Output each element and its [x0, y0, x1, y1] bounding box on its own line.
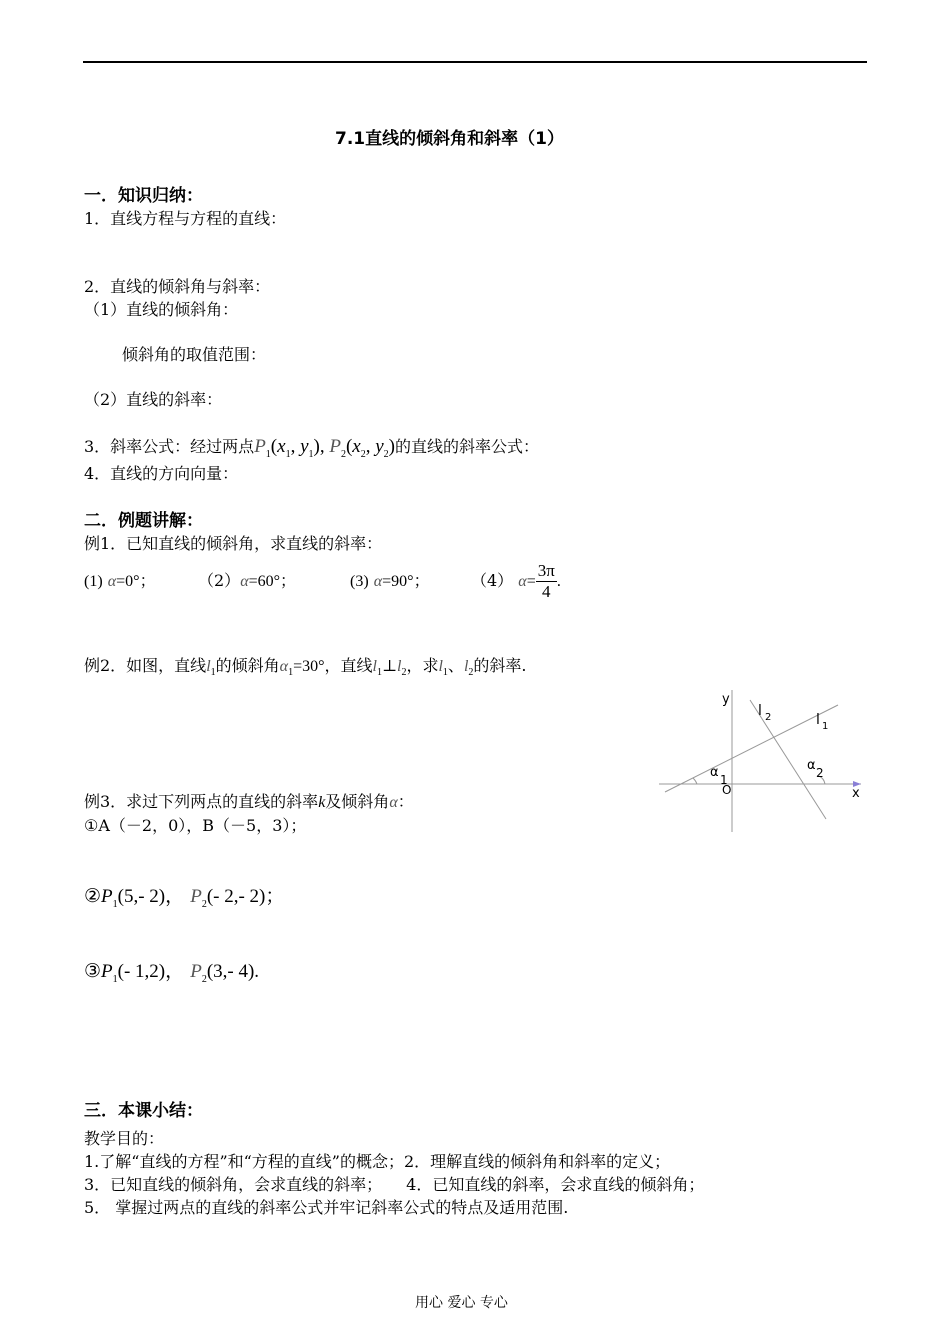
example1-part4: （4） α= $\frac{3\pi}{4}$ .	[471, 561, 561, 601]
example3-item1: ①A（－2，0），B（－5，3）；	[84, 816, 307, 835]
item1-text: 1．直线方程与方程的直线：	[84, 209, 287, 228]
item4-text: 4．直线的方向向量：	[84, 464, 239, 483]
example1-title: 例1．已知直线的倾斜角，求直线的斜率：	[84, 534, 383, 553]
item3-suffix: 的直线的斜率公式：	[394, 437, 539, 456]
page-footer: 用心 爱心 专心	[415, 1295, 508, 1311]
section2-heading: 二．例题讲解：	[84, 511, 203, 531]
origin-label: O	[722, 783, 732, 797]
slope-formula-points: $P_1(x_1$, $y_1$), $P_2(x_2$, $y_2$)	[254, 436, 395, 460]
line-l1	[665, 705, 838, 792]
example3-item3: $③P_1(-$ 1,2)， $P_2(3,-$ 4).	[84, 960, 260, 985]
item2-1-text: （1）直线的倾斜角：	[84, 300, 239, 319]
l2-subscript: 2	[765, 712, 772, 723]
range-text: 倾斜角的取值范围：	[122, 345, 267, 364]
fraction-3pi-over-4: $\frac{3\pi}{4}$	[537, 561, 555, 601]
line-diagram	[655, 680, 870, 840]
alpha1-label: α	[710, 765, 719, 780]
alpha2-label: α	[807, 758, 816, 773]
item3-line	[84, 436, 539, 465]
example1-part1: (1) α=0°；	[84, 573, 156, 590]
alpha1-subscript: 1	[720, 773, 728, 787]
l1-label: l	[816, 712, 820, 728]
angle-arc-1	[693, 778, 697, 784]
summary-line4: 5． 掌握过两点的直线的斜率公式并牢记斜率公式的特点及适用范围.	[84, 1198, 569, 1217]
item2-text: 2．直线的倾斜角与斜率：	[84, 277, 271, 296]
summary-line2: 1.了解“直线的方程”和“方程的直线”的概念；2．理解直线的倾斜角和斜率的定义；	[84, 1152, 671, 1171]
summary-line3: 3．已知直线的倾斜角，会求直线的斜率； 4．已知直线的斜率，会求直线的倾斜角；	[84, 1175, 705, 1194]
page-title: 7.1直线的倾斜角和斜率（1）	[335, 129, 564, 149]
x-axis-label: x	[852, 786, 860, 801]
item3-prefix: 3．斜率公式：经过两点	[84, 437, 255, 456]
l1-subscript: 1	[822, 721, 829, 732]
example1-part3: (3) α=90°；	[350, 573, 430, 590]
header-rule	[83, 61, 867, 63]
example3-item2: $②P_1(5,-$ 2)， $P_2(-$ 2,- 2)；	[84, 885, 285, 910]
example1-part2: （2）α=60°；	[198, 571, 297, 590]
section3-heading: 三．本课小结：	[84, 1101, 203, 1121]
summary-line1: 教学目的：	[84, 1129, 165, 1148]
l2-label: l	[758, 703, 762, 719]
alpha2-subscript: 2	[816, 766, 824, 780]
y-axis-label: y	[722, 692, 730, 707]
section1-heading: 一．知识归纳：	[84, 186, 203, 206]
example2-text: 例2．如图，直线$l_1$的倾斜角$\alpha_1=30^\circ$，直线$l_1\perp l_2$，求$l_1$、$l_2$的斜率.	[84, 656, 527, 679]
item2-2-text: （2）直线的斜率：	[84, 390, 223, 409]
example3-title: 例3．求过下列两点的直线的斜率k及倾斜角α：	[84, 792, 414, 811]
